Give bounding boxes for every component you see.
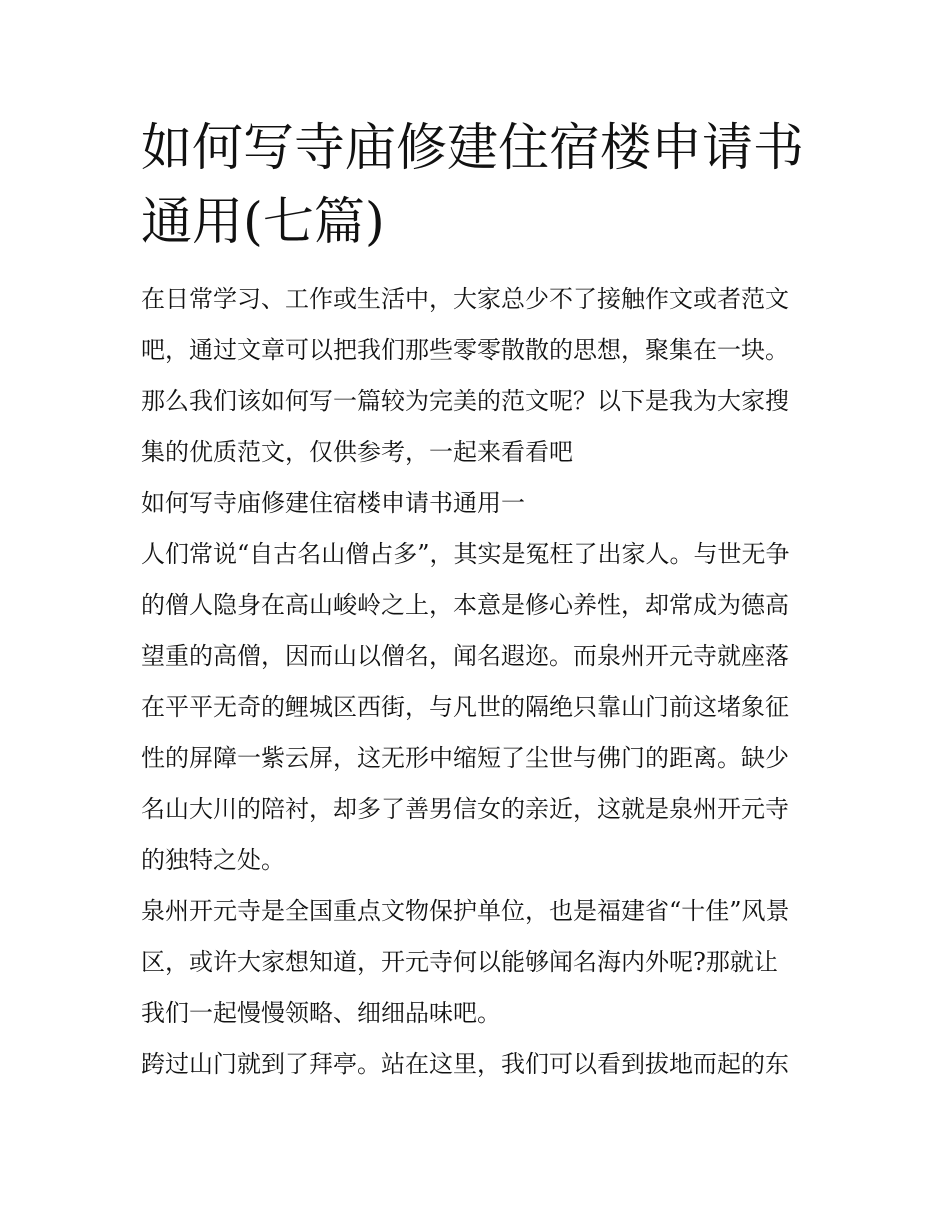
text-line: 吧，通过文章可以把我们那些零零散散的思想，聚集在一块。 (141, 336, 789, 364)
text-line: 我们一起慢慢领略、细细品味吧。 (141, 999, 501, 1027)
text-line: 在日常学习、工作或生活中，大家总少不了接触作文或者范文 (141, 285, 789, 313)
body-paragraph (141, 886, 817, 1039)
title-line: 如何写寺庙修建住宿楼申请书 (141, 119, 805, 178)
document-content (141, 112, 817, 1090)
body-paragraph (141, 1039, 817, 1090)
text-line: 人们常说“自古名山僧占多”，其实是冤枉了出家人。与世无争 (141, 540, 790, 568)
text-line: 望重的高僧，因而山以僧名，闻名遐迩。而泉州开元寺就座落 (141, 642, 789, 670)
text-line: 性的屏障一紫云屏，这无形中缩短了尘世与佛门的距离。缺少 (141, 744, 789, 772)
document-title (141, 112, 817, 260)
body-paragraph (141, 529, 817, 886)
text-line: 名山大川的陪衬，却多了善男信女的亲近，这就是泉州开元寺 (141, 795, 789, 823)
text-line: 的独特之处。 (141, 846, 285, 874)
text-line: 区，或许大家想知道，开元寺何以能够闻名海内外呢?那就让 (141, 948, 778, 976)
text-line: 跨过山门就到了拜亭。站在这里，我们可以看到拔地而起的东 (141, 1050, 789, 1078)
text-line: 在平平无奇的鲤城区西街，与凡世的隔绝只靠山门前这堵象征 (141, 693, 789, 721)
title-line: 通用(七篇) (141, 193, 385, 252)
text-line: 那么我们该如何写一篇较为完美的范文呢？以下是我为大家搜 (141, 387, 789, 415)
text-line: 集的优质范文，仅供参考，一起来看看吧 (141, 438, 573, 466)
section-heading: 如何写寺庙修建住宿楼申请书通用一 (141, 489, 525, 517)
text-line: 的僧人隐身在高山峻岭之上，本意是修心养性，却常成为德高 (141, 591, 789, 619)
text-line: 泉州开元寺是全国重点文物保护单位，也是福建省“十佳”风景 (141, 897, 790, 925)
intro-paragraph (141, 274, 817, 478)
